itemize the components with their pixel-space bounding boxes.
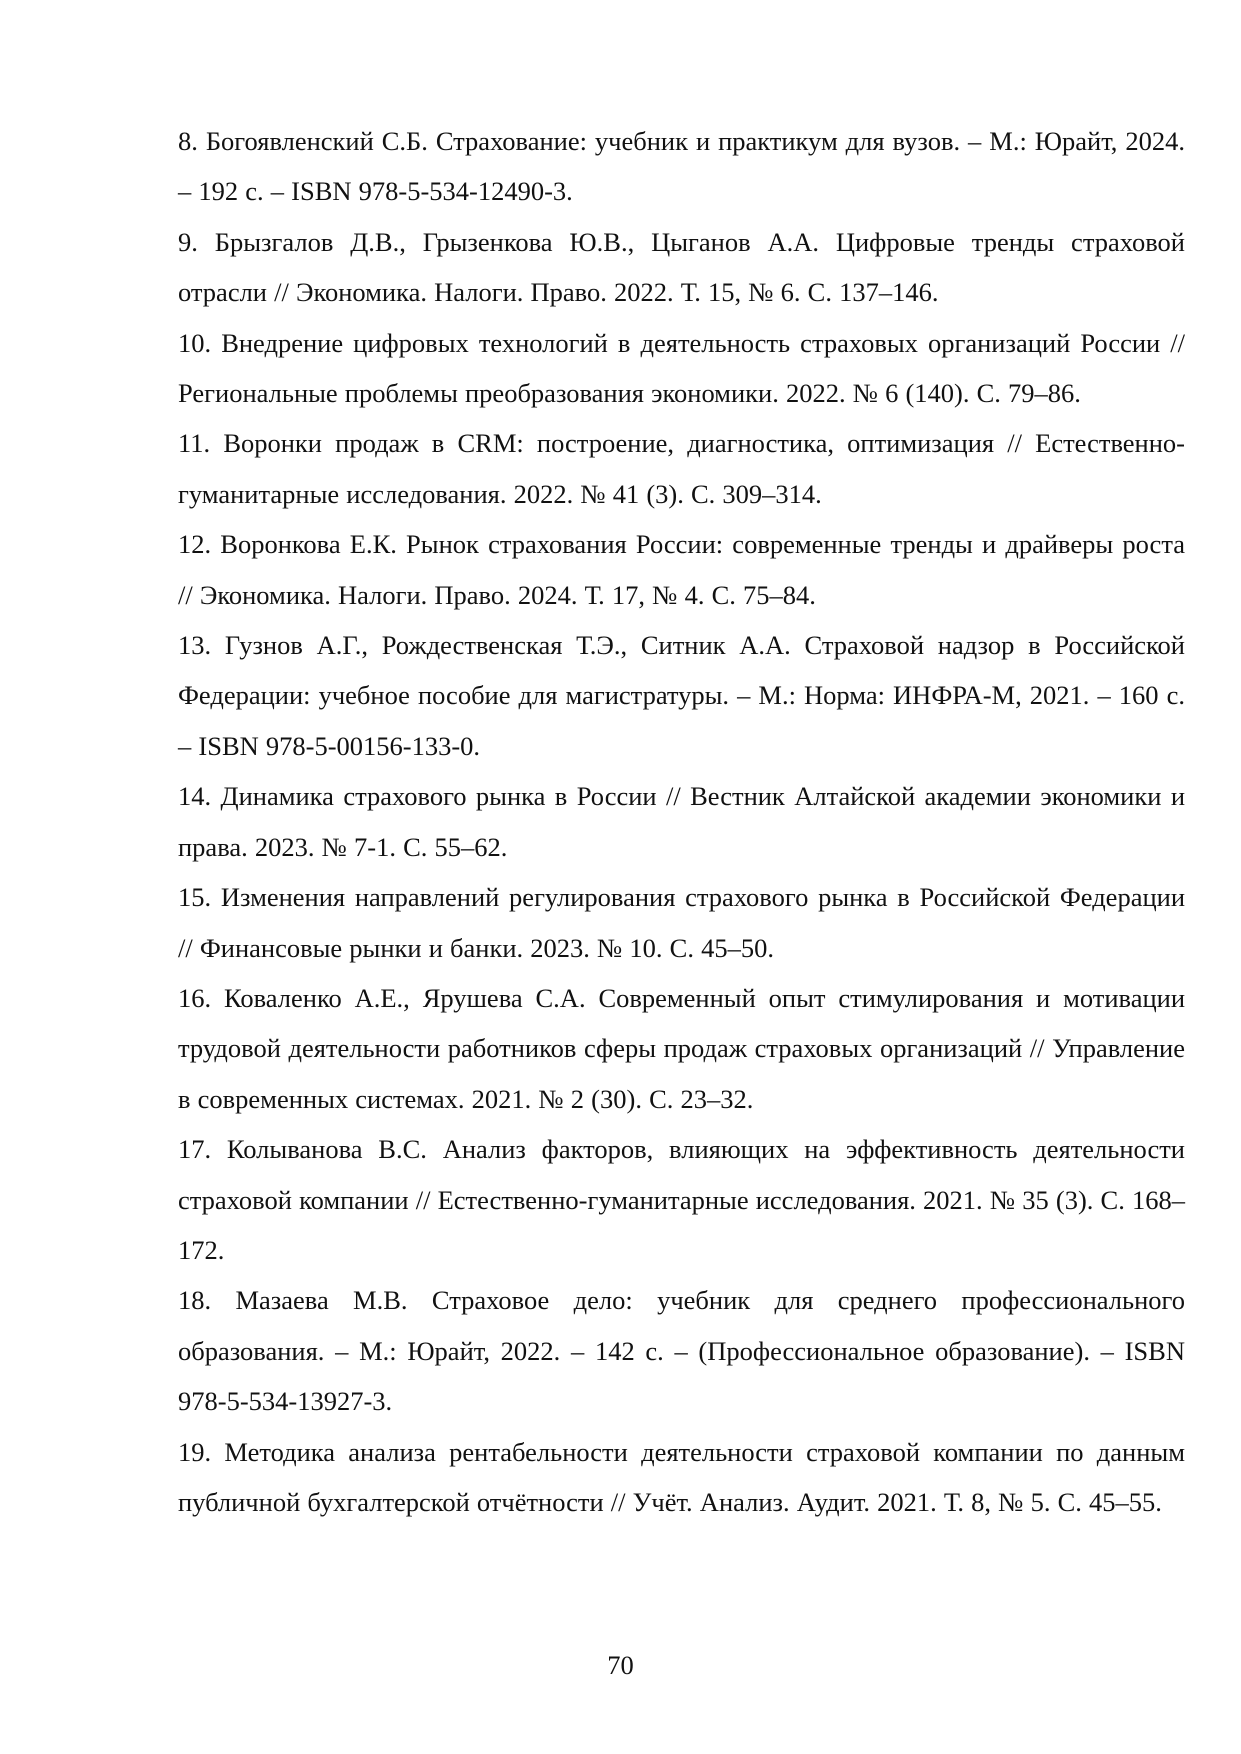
reference-item: 17. Колыванова В.С. Анализ факторов, влияющих на эффективность деятельности страховой компании // Естественно-гуманитарные исследования. 2021. № 35 (3). С. 168–172. (178, 1134, 1185, 1265)
reference-item: 12. Воронкова Е.К. Рынок страхования России: современные тренды и драйверы роста // Экономика. Налоги. Право. 2024. Т. 17, № 4. С. 75–84. (178, 529, 1185, 610)
reference-item: 16. Коваленко А.Е., Ярушева С.А. Современный опыт стимулирования и мотивации трудовой деятельности работников сферы продаж страховых организаций // Управление в современных системах. 2021. № 2 (30). С. 23–32. (178, 982, 1185, 1114)
reference-item: 9. Брызгалов Д.В., Грызенкова Ю.В., Цыганов А.А. Цифровые тренды страховой отрасли // Экономика. Налоги. Право. 2022. Т. 15, № 6. С. 137–146. (178, 226, 1185, 308)
reference-item: 18. Мазаева М.В. Страховое дело: учебник для среднего профессионального образования. – М.: Юрайт, 2022. – 142 с. – (Профессиональное образование). – ISBN 978-5-534-13927-3. (178, 1285, 1185, 1417)
reference-list (178, 116, 1185, 1527)
reference-item: 14. Динамика страхового рынка в России // Вестник Алтайской академии экономики и права. 2023. № 7-1. С. 55–62. (178, 781, 1185, 862)
reference-item: 19. Методика анализа рентабельности деятельности страховой компании по данным публичной бухгалтерской отчётности // Учёт. Анализ. Аудит. 2021. Т. 8, № 5. С. 45–55. (178, 1436, 1185, 1517)
reference-item: 15. Изменения направлений регулирования страхового рынка в Российской Федерации // Финансовые рынки и банки. 2023. № 10. С. 45–50. (178, 882, 1185, 963)
reference-item: 11. Воронки продаж в CRM: построение, диагностика, оптимизация // Естественно-гуманитарные исследования. 2022. № 41 (3). С. 309–314. (178, 428, 1185, 509)
page-number: 70 (607, 1650, 634, 1680)
reference-item: 8. Богоявленский С.Б. Страхование: учебник и практикум для вузов. – М.: Юрайт, 2024. – 192 с. – ISBN 978-5-534-12490-3. (178, 126, 1185, 207)
reference-item: 10. Внедрение цифровых технологий в деятельность страховых организаций России // Региональные проблемы преобразования экономики. 2022. № 6 (140). С. 79–86. (178, 327, 1185, 409)
reference-item: 13. Гузнов А.Г., Рождественская Т.Э., Ситник А.А. Страховой надзор в Российской Федерации: учебное пособие для магистратуры. – М.: Норма: ИНФРА-М, 2021. – 160 с. – ISBN 978-5-00156-133-0. (178, 630, 1185, 761)
